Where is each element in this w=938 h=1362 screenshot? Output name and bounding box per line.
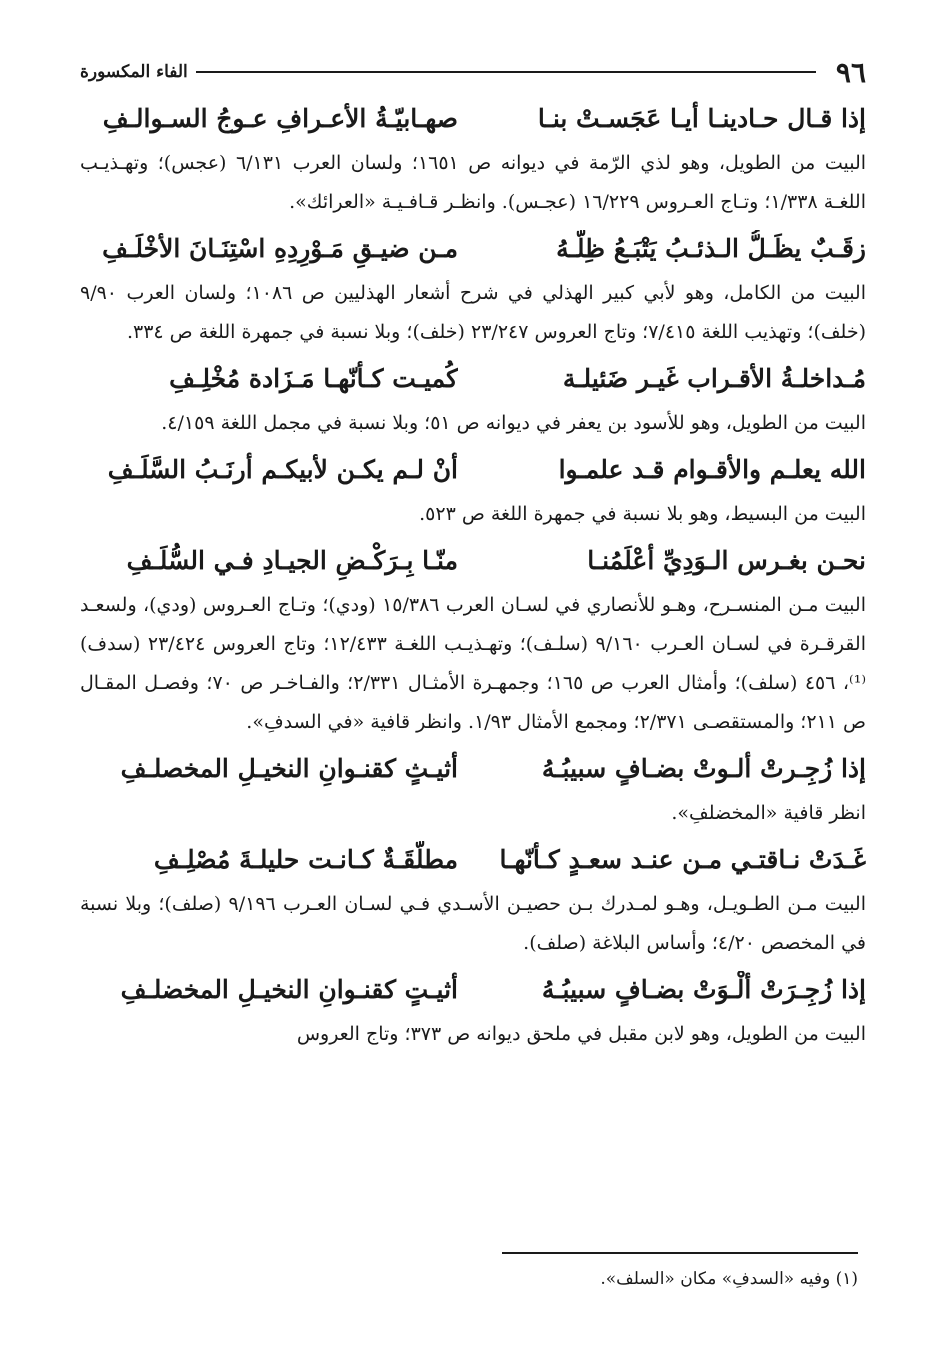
verse-first-hemistich: مُـداخلـةُ الأقـراب غَيـر ضَئيلـة [562,364,866,393]
verse [80,841,866,883]
entry-4 [80,451,866,534]
running-title: الفاء المكسورة [80,62,188,82]
verse [80,971,866,1013]
entry-8 [80,971,866,1054]
verse-note: انظر قافية «المخضلفِ». [671,802,866,824]
verse [80,750,866,792]
page-header [80,52,866,92]
verse-second-hemistich: أثيـثٍ كقنـوانِ النخيـلِ المخصلـفِ [120,754,458,783]
verse [80,451,866,493]
entry-3 [80,360,866,443]
page-number: ٩٦ [835,55,866,89]
verse-first-hemistich: إذا زُجِـرَتْ ألْـوَتْ بضـافٍ سبيبُـهُ [541,975,866,1004]
verse-second-hemistich: منّـا بِـرَكْـضِ الجيـادِ فـي السُّلَـفِ [126,546,458,575]
verse-second-hemistich: أثيـتٍ كقنـوانِ النخيـلِ المخضلـفِ [120,975,458,1004]
verse-second-hemistich: أنْ لـم يكـن لأبيكـم أرنَـبُ السَّلَـفِ [107,455,458,484]
verse-note: البيت من الكامل، وهو لأبي كبير الهذلي في شرح أشعار الهذليين ص ١٠٨٦؛ ولسان العرب ٩/٩٠ (خلف)؛ وتهذيب اللغة ٧/٤١٥؛ وتاج العروس ٢٣/٢٤٧ (خلف)؛ وبلا نسبة في جمهرة اللغة ص ٣٣٤. [80,282,866,343]
verse [80,100,866,142]
footnote-rule [502,1252,858,1254]
entry-7 [80,841,866,963]
verse-note: البيت مـن الطـويـل، وهـو لمـدرك بـن حصيـن الأسـدي فـي لسـان العـرب ٩/١٩٦ (صلف)؛ وبلا نسبة في المخصص ٤/٢٠؛ وأساس البلاغة (صلف). [80,893,866,954]
verse-first-hemistich: إذا قـال حـادينـا أيـا عَجَسـتْ بنـا [537,104,866,133]
entry-2 [80,230,866,352]
verse-note: البيت من الطويل، وهو لابن مقبل في ملحق ديوانه ص ٣٧٣؛ وتاج العروس [296,1023,866,1045]
verse [80,230,866,272]
page [80,52,866,1054]
verse-note: البيت من البسيط، وهو بلا نسبة في جمهرة اللغة ص ٥٢٣. [419,503,866,525]
verse-first-hemistich: زقَـبٌ يظَـلُّ الـذئـبُ يَتْبَـعُ ظِلّـهُ [556,234,866,263]
verse-first-hemistich: الله يعلـم والأقـوام قـد علمـوا [558,455,866,484]
entry-6 [80,750,866,833]
verse [80,542,866,584]
verse-first-hemistich: نحـن بغـرس الـوَدِيِّ أعْلَمُنـا [587,546,866,575]
entry-5 [80,542,866,742]
header-rule [196,71,816,73]
verse-first-hemistich: غَـدَتْ نـاقتـي مـن عنـد سعـدٍ كـأنّهـا [499,845,866,874]
verse-second-hemistich: صهـابيّـةُ الأعـرافِ عـوجُ السـوالـفِ [102,104,458,133]
footnote: (١) وفيه «السدفِ» مكان «السلف». [600,1269,858,1289]
verse-second-hemistich: مطلّقَـةٌ كـانـت حليلـةَ مُصْلِـفِ [153,845,458,874]
verse-note: البيت من الطويل، وهو لذي الرّمة في ديوانه ص ١٦٥١؛ ولسان العرب ٦/١٣١ (عجس)؛ وتهـذيـب اللغـة ١/٣٣٨؛ وتـاج العـروس ١٦/٢٢٩ (عجـس). وانظـر قـافـيـة «العرائك». [80,152,867,213]
verse [80,360,866,402]
verse-note: البيت من الطويل، وهو للأسود بن يعفر في ديوانه ص ٥١؛ وبلا نسبة في مجمل اللغة ٤/١٥٩. [161,412,866,434]
verse-first-hemistich: إذا زُجِـرتْ ألـوتْ بضـافٍ سبيبُـهُ [541,754,866,783]
verse-second-hemistich: مـن ضيـقِ مَـوْرِدِهِ اسْتِنَـانَ الأخْلَـفِ [102,234,458,263]
verse-note: البيت مـن المنسـرح، وهـو للأنصاري في لسـان العرب ١٥/٣٨٦ (ودي)؛ وتـاج العـروس (ودي)، ولسعـد القرقـرة في لسـان العـرب ٩/١٦٠ (سلـف)؛ وتهـذيـب اللغـة ١٢/٤٣٣؛ وتاج العروس ٢٣/٤٢٤ (سدف)⁽¹⁾، ٤٥٦ (سلف)؛ وأمثال العرب ص ١٦٥؛ وجمهـرة الأمثـال ٢/٣٣١؛ والفـاخـر ص ٧٠؛ وفصـل المقـال ص ٢١١؛ والمستقصـى ٢/٣٧١؛ ومجمع الأمثال ١/٩٣. وانظر قافية «في السدفِ». [80,594,866,733]
verse-second-hemistich: كُميـت كـأنّهـا مَـزَادة مُخْلِـفِ [169,364,458,393]
entry-1 [80,100,866,222]
